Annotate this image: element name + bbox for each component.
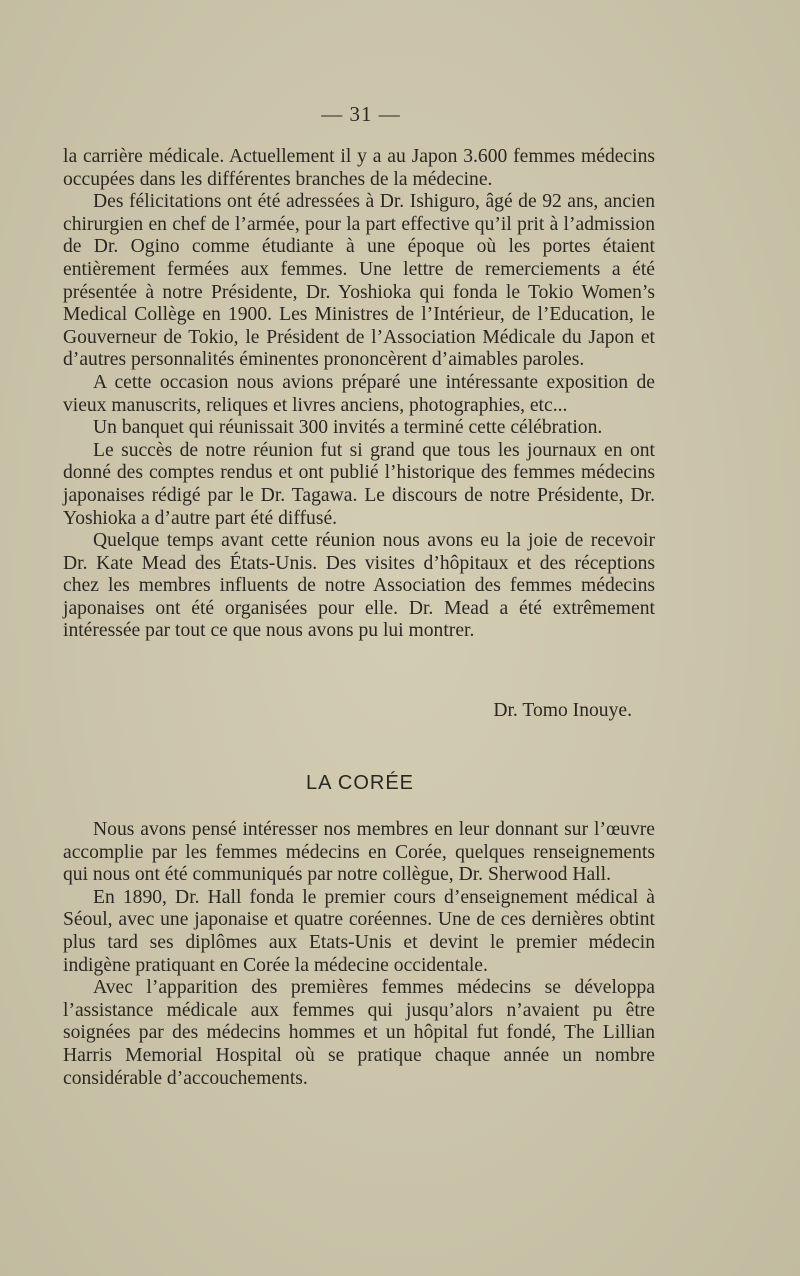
paragraph: Un banquet qui réunissait 300 invités a terminé cette célébration. bbox=[93, 417, 603, 439]
paragraph: Le succès de notre réunion fut si grand que tous les journaux en ont donné des comptes rendus et ont publié l’historique des femmes médecins japonaises rédigé par le Dr. Tagawa. Le discours de notre Présidente, Dr. Yoshioka a d’autre part été diffusé. bbox=[63, 439, 655, 529]
page-number: — 31 — bbox=[321, 102, 401, 126]
paragraph: A cette occasion nous avions préparé une intéressante exposition de vieux manuscrits, reliques et livres anciens, photographies, etc... bbox=[63, 371, 655, 416]
author-signature: Dr. Tomo Inouye. bbox=[493, 700, 632, 721]
section-heading: LA CORÉE bbox=[305, 772, 415, 794]
paragraph: Des félicitations ont été adressées à Dr. Ishiguro, âgé de 92 ans, ancien chirurgien en chef de l’armée, pour la part effective qu’il prit à l’admission de Dr. Ogino comme étudiante à une époque où les portes étaient entièrement fermées aux femmes. Une lettre de remerciements a été présentée à notre Présidente, Dr. Yoshioka qui fonda le Tokio Women’s Medical Collège en 1900. Les Ministres de l’Intérieur, de l’Education, le Gouverneur de Tokio, le Président de l’Association Médicale du Japon et d’autres personnalités éminentes prononcèrent d’aimables paroles. bbox=[63, 191, 655, 371]
paragraph: En 1890, Dr. Hall fonda le premier cours d’enseignement médical à Séoul, avec une japonaise et quatre coréennes. Une de ces dernières obtint plus tard ses diplômes aux Etats-Unis et devint le premier médecin indigène pratiquant en Corée la médecine occidentale. bbox=[63, 886, 655, 976]
paragraph: Avec l’apparition des premières femmes médecins se développa l’assistance médicale aux femmes qui jusqu’alors n’avaient pu être soignées par des médecins hommes et un hôpital fut fondé, The Lillian Harris Memorial Hospital où se pratique chaque année un nombre considérable d’accouchements. bbox=[63, 977, 655, 1089]
paragraph: Nous avons pensé intéresser nos membres en leur donnant sur l’œuvre accomplie par les femmes médecins en Corée, quelques renseignements qui nous ont été communiqués par notre collègue, Dr. Sherwood Hall. bbox=[63, 819, 655, 886]
article-body-japan bbox=[63, 146, 655, 643]
article-body-korea bbox=[63, 819, 655, 1090]
paragraph: la carrière médicale. Actuellement il y a au Japon 3.600 femmes médecins occupées dans les différentes branches de la médecine. bbox=[63, 146, 655, 190]
paragraph: Quelque temps avant cette réunion nous avons eu la joie de recevoir Dr. Kate Mead des États-Unis. Des visites d’hôpitaux et des réceptions chez les membres influents de notre Association des femmes médecins japonaises ont été organisées pour elle. Dr. Mead a été extrêmement intéressée par tout ce que nous avons pu lui montrer. bbox=[63, 530, 655, 642]
